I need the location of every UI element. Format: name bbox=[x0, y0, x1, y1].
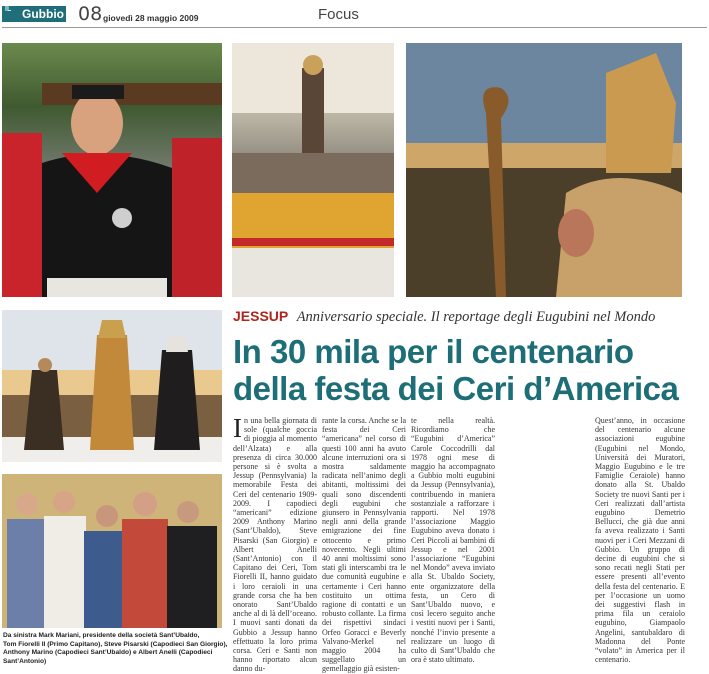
photo-group-portrait bbox=[2, 474, 222, 628]
article-headline bbox=[233, 333, 703, 407]
newspaper-logo bbox=[2, 6, 66, 22]
headline-line-1: In 30 mila per il centenario bbox=[233, 333, 634, 370]
article-column-3 bbox=[411, 416, 495, 666]
section-title: Focus bbox=[318, 6, 359, 23]
photo-bishop-statue bbox=[406, 43, 682, 297]
column-text: Quest’anno, in occasione del centenario alcune associazioni eugubine (Eugubini nel Mondo, Università dei Muratori, Maggio Eugubino e le tre Famiglie Ceraiole) hanno donato alla St. Ubaldo Society tre nuovi Santi per i Ceri realizzati dall’artista eugubino Demetrio Bellucci, che già due anni fa aveva realizzato i Santi nuovi per i Ceri Mezzani di Gubbio. Un gruppo di decine di eugubini che si sono recati negli Stati per essere presenti all’evento della festa del centenario. E per l’occasione un uomo dei suggestivi flash in prima fila un ceraiolo eugubino, Giampaolo Angelini, santubaldaro di Madonna del Ponte “volato” in America per il centenario. bbox=[595, 416, 685, 665]
headline-line-2: della festa dei Ceri d’America bbox=[233, 370, 679, 407]
kicker-location: JESSUP bbox=[233, 308, 289, 324]
photo-caption bbox=[3, 632, 228, 666]
caption-line: Anthony Marino (Capodieci Sant’Ubaldo) e Albert Anelli (Capodieci Sant’Antonio) bbox=[3, 649, 213, 665]
column-text: te nella realtà. Ricordiamo che “Eugubini d’America” Carole Coccodrilli dal 1978 ogni mese di maggio ha accompagnato a Gubbio molti eugubini da Jessup (Pennsylvania), contribuendo in maniera sostanziale a rafforzare i rapporti. Nel 1978 l’associazione Maggio Eugubino aveva donato i Ceri Piccoli ai bambini di Jessup e nel 2001 l’associazione “Eugubini nel Mondo” aveva inviato alla St. Ubaldo Society, ente organizzatore della festa, un Cero di Sant’Ubaldo nuovo, e così lecero seguito anche i vestiti nuovi per i Santi, nonché l’invio presente a realizzare un luogo di culto di Sant’Ubaldo che ora è stato ultimato. bbox=[411, 416, 495, 665]
procession-illustration bbox=[232, 43, 394, 297]
caption-line: Tom Fiorelli II (Primo Capitano), Steve Pisarski (Capodieci San Giorgio), bbox=[3, 640, 228, 648]
column-text: rante la corsa. Anche se la festa dei Ceri “americana” nel corso di questi 100 anni ha avuto alcune interruzioni ora si mostra saldamente radicata nell’animo degli abitanti, moltissimi dei quali sono discendenti degli eugubini che giunsero in Pennsylvania negli anni della grande emigrazione dei fine ottocento e primo novecento. Negli ultimi 40 anni moltissimi sono stati gli interscambi tra le due comunità eugubine e certamente i Ceri hanno costituito un ottima ragione di contatti e un robusto collante. La firma dei rispettivi sindaci Orfeo Goracci e Beverly Valvano-Merkel nel maggio 2004 ha suggellato un gemellaggio già esisten- bbox=[322, 416, 406, 674]
drop-cap: I bbox=[233, 413, 242, 443]
caption-line: Da sinistra Mark Mariani, presidente della società Sant’Ubaldo, bbox=[3, 632, 200, 639]
logo-text: Gubbio bbox=[22, 7, 64, 21]
article-column-1 bbox=[233, 413, 317, 674]
photo-ceraiolo-portrait bbox=[2, 43, 222, 297]
bishop-statue-illustration bbox=[406, 43, 682, 297]
logo-prefix: IL bbox=[5, 6, 12, 13]
kicker-subtitle: Anniversario speciale. Il reportage degli Eugubini nel Mondo bbox=[296, 309, 656, 325]
header-divider bbox=[2, 27, 707, 28]
page-header bbox=[0, 0, 709, 28]
saints-illustration bbox=[2, 310, 222, 462]
article-column-2 bbox=[322, 416, 406, 674]
photo-three-saints bbox=[2, 310, 222, 462]
article-column-4 bbox=[595, 416, 685, 666]
ceraiolo-illustration bbox=[2, 43, 222, 297]
page-number: 08 bbox=[78, 3, 103, 25]
photo-procession bbox=[232, 43, 394, 297]
column-text: n una bella giornata di sole (qualche goccia di pioggia al momento dell’Alzata) e alla presenza di circa 30.000 persone si è svolta a Jessup (Pennsylvania) la memorabile Festa dei Ceri del centenario 1909-2009. I capodieci “americani” edizione 2009 Anthony Marino (Sant’Ubaldo), Steve Pisarski (San Giorgio) e Albert Anelli (Sant’Antonio) con il Capitano dei Ceri, Tom Fiorelli II, hanno guidato i loro ceraioli in una grande corsa che ha ben onorato Sant’Ubaldo anche al di là dell’oceano. I muovi santi donati da Gubbio a Jessup hanno effettuato la loro prima corsa. Ceri e Santi non hanno riportato alcun danno du- bbox=[233, 416, 317, 674]
article-kicker bbox=[233, 308, 693, 330]
group-illustration bbox=[2, 474, 222, 628]
issue-date: giovedì 28 maggio 2009 bbox=[103, 13, 199, 23]
